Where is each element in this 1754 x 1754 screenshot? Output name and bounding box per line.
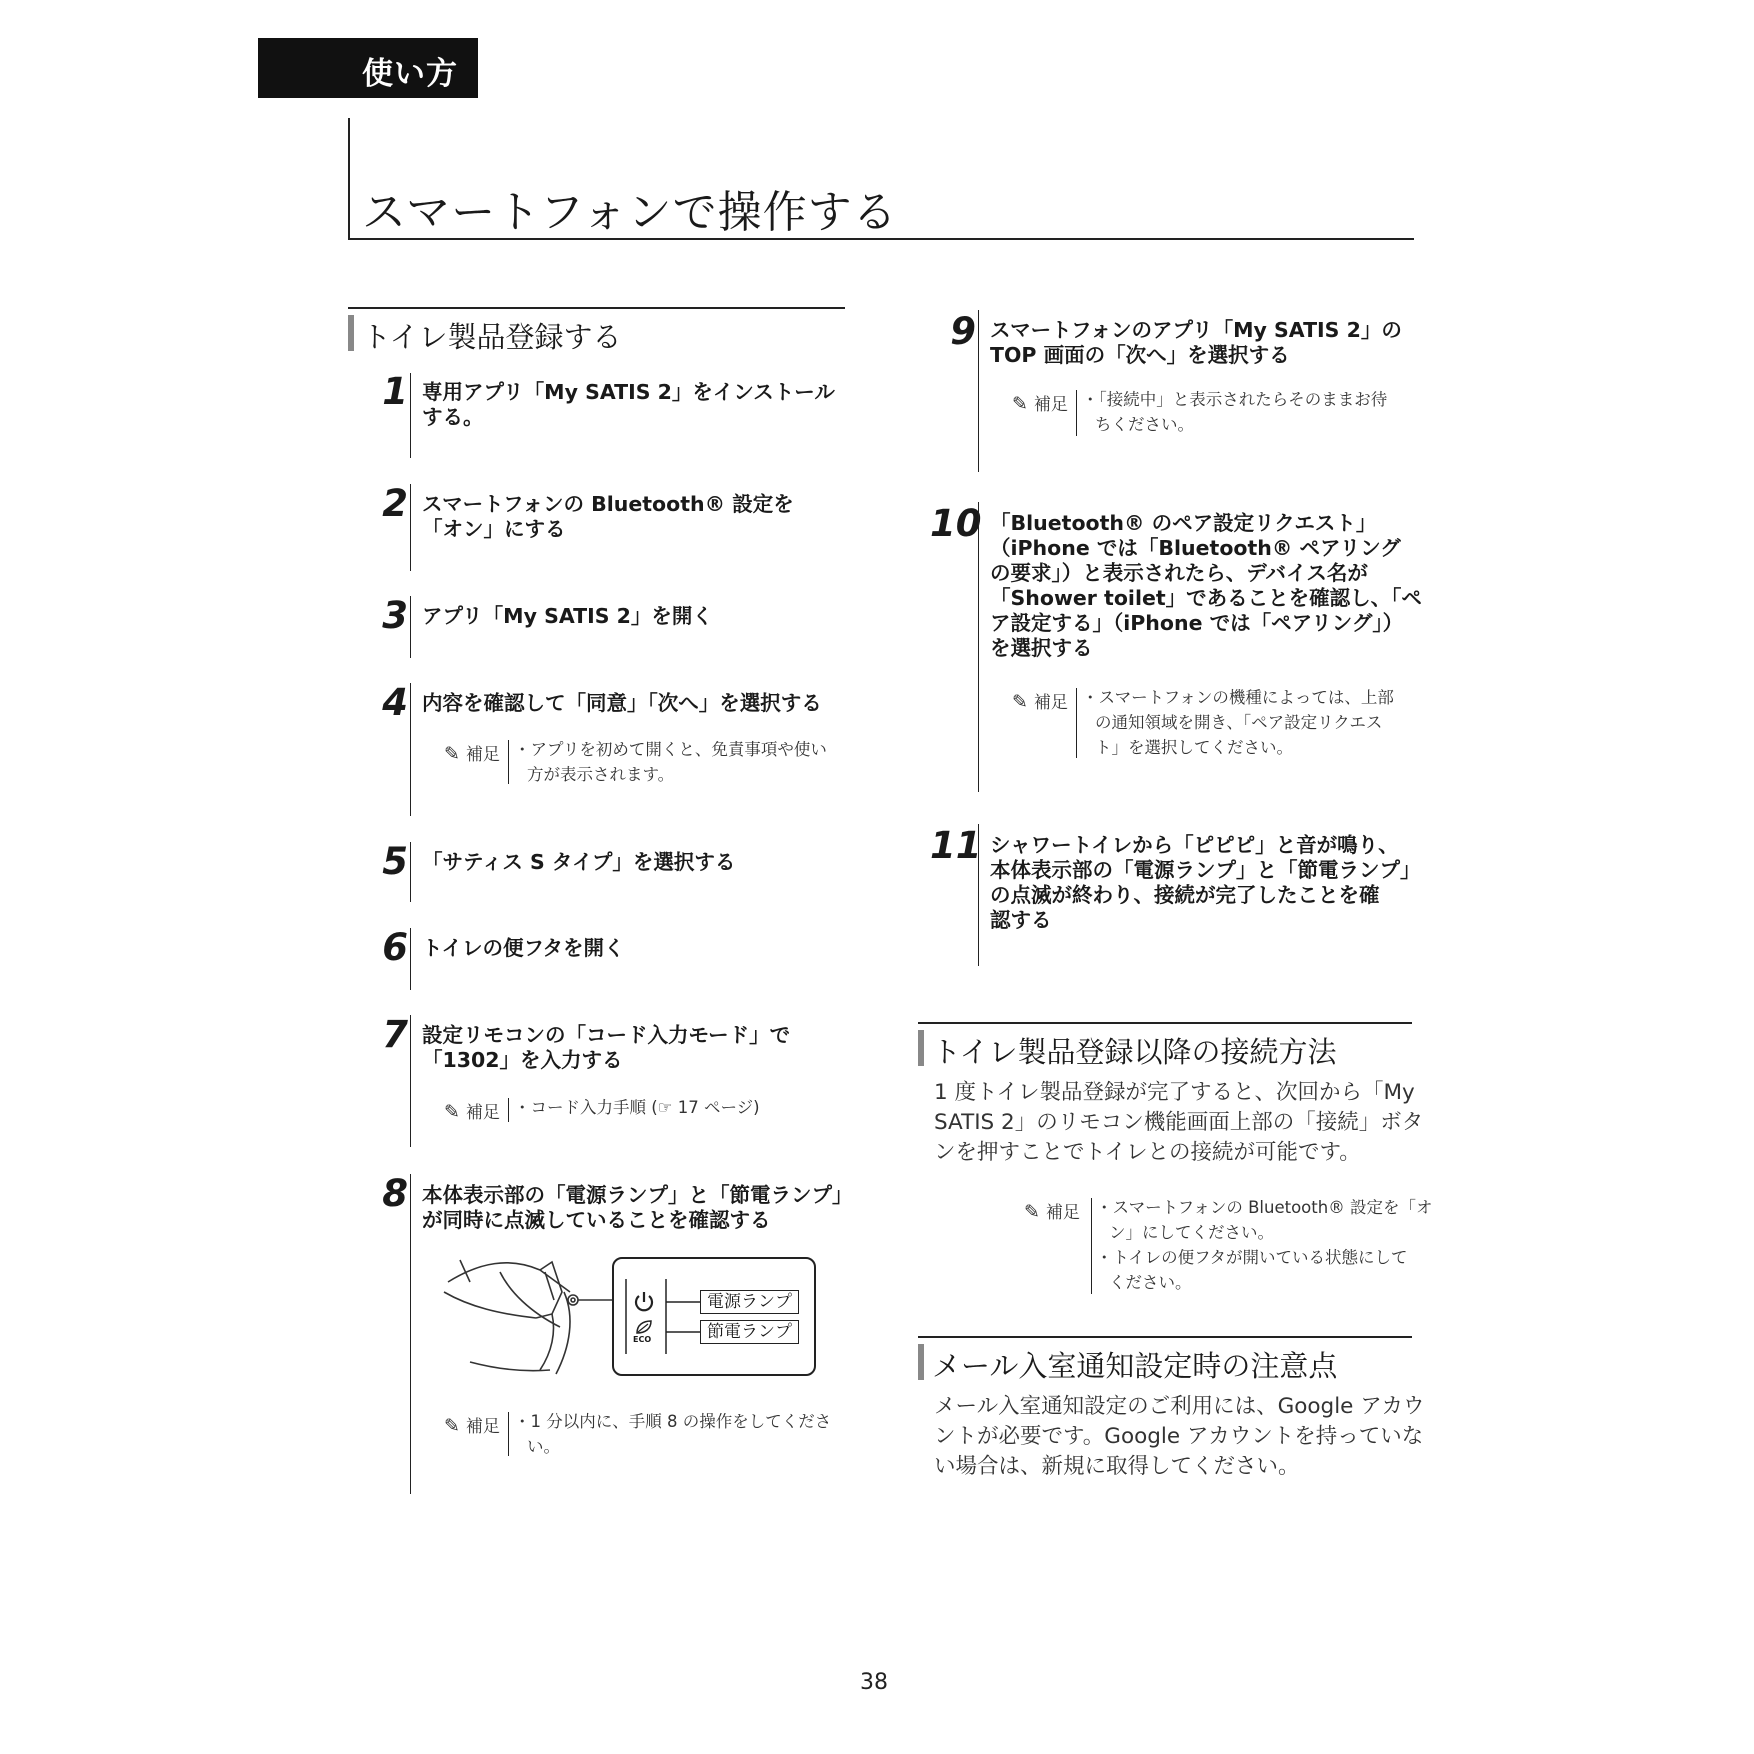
step-10-text bbox=[990, 511, 1422, 661]
step-rule bbox=[978, 310, 979, 472]
step-number-4: 4 bbox=[382, 681, 408, 724]
paragraph-line: メール入室通知設定のご利用には、Google アカウ bbox=[934, 1394, 1425, 1419]
note-line: の通知領域を開き、「ペア設定リクエス bbox=[1095, 713, 1383, 732]
paragraph-line: SATIS 2」のリモコン機能画面上部の「接続」ボタ bbox=[934, 1110, 1424, 1135]
chapter-tab bbox=[258, 38, 478, 98]
step-line: 本体表示部の「電源ランプ」と「節電ランプ」 bbox=[990, 858, 1421, 882]
step-line: が同時に点滅していることを確認する bbox=[422, 1208, 771, 1232]
step-line: 専用アプリ「My SATIS 2」をインストール bbox=[422, 380, 835, 404]
section-title: トイレ製品登録する bbox=[362, 320, 622, 354]
step-8-text bbox=[422, 1183, 853, 1233]
step-line: を選択する bbox=[990, 636, 1093, 660]
step-4-note bbox=[514, 737, 827, 787]
step-line: スマートフォンの Bluetooth® 設定を bbox=[422, 492, 794, 516]
note-line: ト」を選択してください。 bbox=[1095, 738, 1293, 757]
step-3-text: アプリ「My SATIS 2」を開く bbox=[422, 604, 713, 628]
section-heading-registration bbox=[348, 307, 845, 354]
step-2-text bbox=[422, 492, 794, 542]
step-rule bbox=[410, 842, 411, 902]
step-rule bbox=[410, 1015, 411, 1147]
note-rule bbox=[508, 1098, 509, 1122]
note-line: ・「接続中」と表示されたらそのままお待 bbox=[1082, 390, 1388, 409]
step-6-text: トイレの便フタを開く bbox=[422, 936, 625, 960]
after-registration-paragraph bbox=[934, 1078, 1423, 1168]
step-line: 「Bluetooth® のペア設定リクエスト」 bbox=[990, 511, 1377, 535]
note-rule bbox=[508, 1412, 509, 1456]
step-4-text: 内容を確認して「同意」「次へ」を選択する bbox=[422, 691, 822, 715]
paragraph-line: ントが必要です。Google アカウントを持っていな bbox=[934, 1424, 1424, 1449]
page-number: 38 bbox=[860, 1670, 888, 1695]
section-marker bbox=[918, 1344, 924, 1380]
step-8-note bbox=[514, 1409, 831, 1459]
note-line: ・スマートフォンの Bluetooth® 設定を「オ bbox=[1096, 1198, 1433, 1217]
power-lamp-label: 電源ランプ bbox=[700, 1290, 799, 1314]
note-rule bbox=[1076, 688, 1077, 758]
section-title: トイレ製品登録以降の接続方法 bbox=[932, 1035, 1337, 1069]
after-registration-note bbox=[1096, 1195, 1432, 1295]
paragraph-line: 1 度トイレ製品登録が完了すると、次回から「My bbox=[934, 1080, 1415, 1105]
note-rule bbox=[1076, 390, 1077, 436]
note-rule bbox=[1091, 1198, 1092, 1294]
lamp-connectors bbox=[614, 1259, 814, 1374]
step-line: 設定リモコンの「コード入力モード」で bbox=[422, 1023, 791, 1047]
step-10-note bbox=[1082, 685, 1394, 760]
step-number-3: 3 bbox=[382, 594, 408, 637]
note-label: ✎ 補足 bbox=[1024, 1201, 1080, 1223]
section-title: メール入室通知設定時の注意点 bbox=[932, 1349, 1338, 1383]
step-number-7: 7 bbox=[382, 1013, 408, 1056]
note-line: ・アプリを初めて開くと、免責事項や使い bbox=[514, 740, 827, 759]
paragraph-line: ンを押すことでトイレとの接続が可能です。 bbox=[934, 1140, 1361, 1165]
section-heading-after-registration bbox=[918, 1022, 1412, 1069]
note-line: ン」にしてください。 bbox=[1109, 1223, 1274, 1242]
step-rule bbox=[978, 824, 979, 966]
step-number-8: 8 bbox=[382, 1172, 408, 1215]
power-icon bbox=[632, 1290, 656, 1314]
step-1-text bbox=[422, 380, 835, 430]
step-line: TOP 画面の「次へ」を選択する bbox=[990, 343, 1290, 367]
step-number-6: 6 bbox=[382, 926, 408, 969]
step-rule bbox=[410, 373, 411, 458]
step-line: シャワートイレから「ピピピ」と音が鳴り、 bbox=[990, 833, 1399, 857]
step-number-11: 11 bbox=[930, 824, 982, 867]
step-line: ア設定する」（iPhone では「ペアリング」） bbox=[990, 611, 1404, 635]
note-label: ✎ 補足 bbox=[444, 1415, 500, 1437]
note-rule bbox=[508, 740, 509, 784]
note-label: ✎ 補足 bbox=[444, 743, 500, 765]
step-7-text bbox=[422, 1023, 790, 1073]
step-line: 「1302」を入力する bbox=[422, 1048, 623, 1072]
paragraph-line: い場合は、新規に取得してください。 bbox=[934, 1454, 1300, 1479]
step-number-10: 10 bbox=[930, 502, 982, 545]
step-number-2: 2 bbox=[382, 482, 408, 525]
step-11-text bbox=[990, 833, 1421, 933]
note-line: 方が表示されます。 bbox=[527, 765, 675, 784]
eco-icon-text: ECO bbox=[633, 1335, 652, 1344]
step-line: 「オン」にする bbox=[422, 517, 566, 541]
step-9-text bbox=[990, 318, 1402, 368]
lamp-callout-box bbox=[612, 1257, 816, 1376]
note-label: ✎ 補足 bbox=[444, 1101, 500, 1123]
section-marker bbox=[348, 315, 354, 351]
step-line: 「Shower toilet」であることを確認し、「ペ bbox=[990, 586, 1422, 610]
note-line: ・1 分以内に、手順 8 の操作をしてくださ bbox=[514, 1412, 832, 1431]
step-line: （iPhone では「Bluetooth® ペアリング bbox=[990, 536, 1401, 560]
step-rule bbox=[410, 596, 411, 658]
step-rule bbox=[410, 484, 411, 571]
step-rule bbox=[410, 928, 411, 990]
note-line: ちください。 bbox=[1095, 415, 1194, 434]
pencil-icon: ✎ bbox=[1024, 1201, 1040, 1223]
note-line: い。 bbox=[527, 1437, 560, 1456]
note-line: ・スマートフォンの機種によっては、上部 bbox=[1082, 688, 1394, 707]
step-line: 認する bbox=[990, 908, 1052, 932]
step-line: スマートフォンのアプリ「My SATIS 2」の bbox=[990, 318, 1402, 342]
step-number-9: 9 bbox=[950, 310, 976, 353]
pencil-icon: ✎ bbox=[444, 743, 460, 765]
chapter-tab-label: 使い方 bbox=[362, 56, 458, 92]
step-number-5: 5 bbox=[382, 840, 408, 883]
step-rule bbox=[410, 1174, 411, 1494]
pencil-icon: ✎ bbox=[1012, 691, 1028, 713]
note-line: ください。 bbox=[1109, 1273, 1192, 1292]
pencil-icon: ✎ bbox=[1012, 393, 1028, 415]
section-marker bbox=[918, 1030, 924, 1066]
step-line: の要求」）と表示されたら、デバイス名が bbox=[990, 561, 1368, 585]
step-line: の点滅が終わり、接続が完了したことを確 bbox=[990, 883, 1380, 907]
eco-leaf-icon bbox=[634, 1319, 654, 1335]
mail-paragraph bbox=[934, 1392, 1425, 1482]
step-7-note: ・コード入力手順 (☞ 17 ページ) bbox=[514, 1098, 760, 1117]
step-number-1: 1 bbox=[382, 370, 408, 413]
page-title: スマートフォンで操作する bbox=[362, 187, 898, 238]
pencil-icon: ✎ bbox=[444, 1415, 460, 1437]
step-line: する。 bbox=[422, 405, 484, 429]
note-label: ✎ 補足 bbox=[1012, 691, 1068, 713]
note-line: ・トイレの便フタが開いている状態にして bbox=[1096, 1248, 1408, 1267]
step-line: 本体表示部の「電源ランプ」と「節電ランプ」 bbox=[422, 1183, 853, 1207]
step-rule bbox=[410, 683, 411, 816]
step-rule bbox=[978, 502, 979, 792]
step-5-text: 「サティス S タイプ」を選択する bbox=[422, 850, 736, 874]
step-9-note bbox=[1082, 387, 1387, 437]
eco-lamp-label: 節電ランプ bbox=[700, 1320, 799, 1344]
section-heading-mail bbox=[918, 1336, 1412, 1383]
pencil-icon: ✎ bbox=[444, 1101, 460, 1123]
note-label: ✎ 補足 bbox=[1012, 393, 1068, 415]
